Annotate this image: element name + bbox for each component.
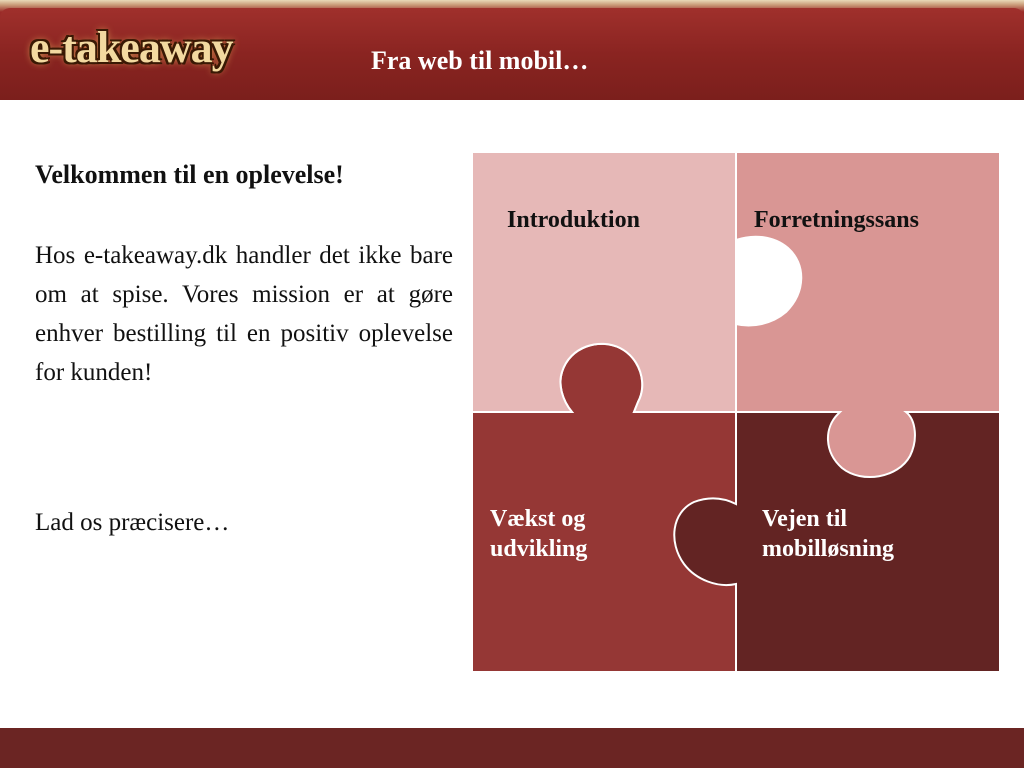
page-title: Fra web til mobil…: [371, 46, 589, 75]
logo[interactable]: [30, 22, 312, 88]
puzzle-label-growth-line1: Vækst og: [490, 506, 586, 532]
intro-paragraph: Hos e-takeaway.dk handler det ikke bare om at spise. Vores mission er at gøre enhver bestilling til en positiv oplevelse for kunden!: [35, 242, 453, 386]
puzzle-label-business: Forretningssans: [754, 207, 919, 233]
closing-text: Lad os præcisere…: [35, 509, 230, 536]
puzzle-label-mobile-line2: mobilløsning: [762, 536, 895, 562]
puzzle-label-intro: Introduktion: [507, 207, 640, 233]
puzzle-label-growth: [490, 504, 587, 564]
puzzle-diagram: [472, 152, 1000, 672]
puzzle-label-mobile: [762, 504, 894, 564]
logo-text: e-takeaway: [30, 23, 233, 72]
welcome-heading: Velkommen til en oplevelse!: [35, 160, 344, 189]
puzzle-label-growth-line2: udvikling: [490, 536, 588, 562]
footer-bar: [0, 728, 1024, 768]
puzzle-label-mobile-line1: Vejen til: [762, 506, 848, 532]
